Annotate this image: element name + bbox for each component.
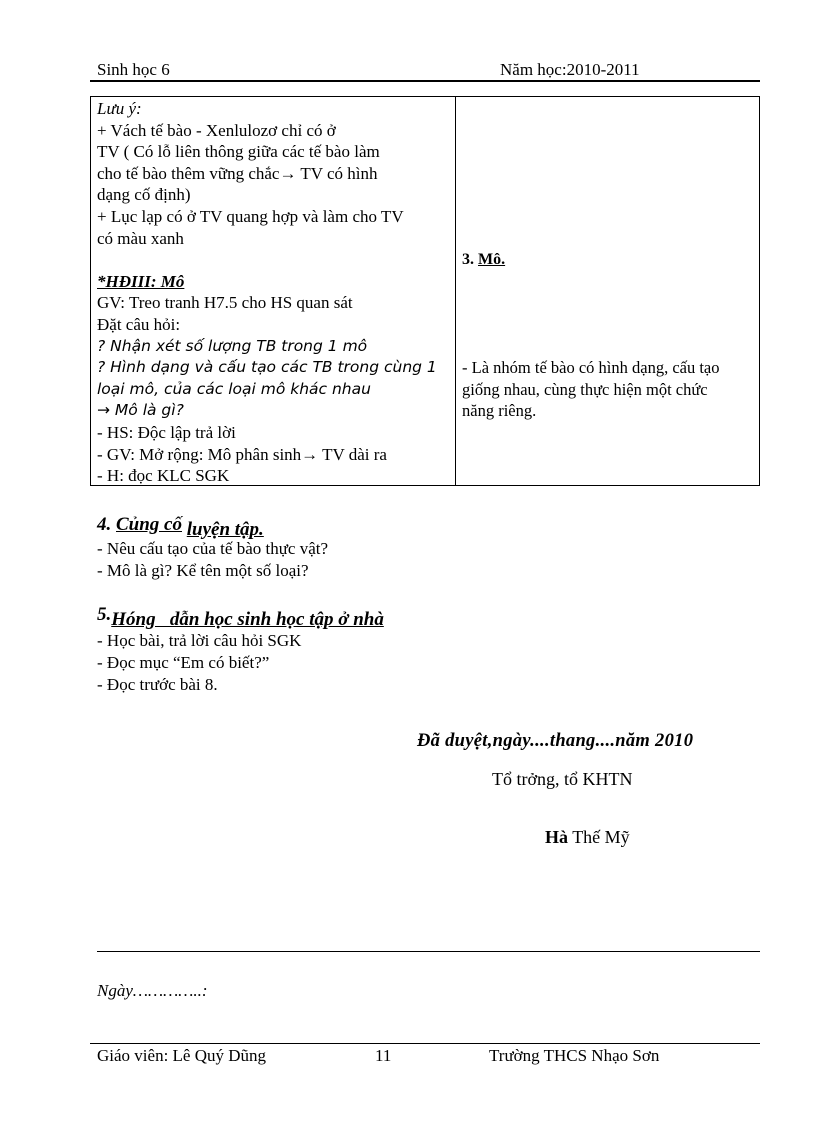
- left-line: TV ( Có lỗ liên thông giữa các tế bào làm: [97, 142, 380, 162]
- approval-line: Đã duyệt,ngày....thang....năm 2010: [417, 731, 694, 751]
- activity-heading: *HĐIII: Mô: [97, 271, 185, 291]
- right-heading-number: 3.: [462, 251, 474, 268]
- table-right-cell: [462, 357, 720, 422]
- left-line: + Lục lạp có ở TV quang hợp và làm cho TV: [97, 206, 404, 226]
- footer-rule: [90, 1043, 760, 1044]
- approval-role: Tổ trởng, tổ KHTN: [492, 769, 633, 789]
- left-line: Đặt câu hỏi:: [97, 314, 181, 334]
- list-item: - Đọc trước bài 8.: [97, 675, 218, 694]
- question-line: ? Hình dạng và cấu tạo các TB trong cùng 1: [97, 358, 437, 377]
- right-line: - Là nhóm tế bào có hình dạng, cấu tạo: [462, 358, 720, 377]
- question-line: ? Nhận xét số lượng TB trong 1 mô: [97, 336, 368, 355]
- left-line: - HS: Độc lập trả lời: [97, 422, 236, 442]
- section5-number: 5.: [97, 604, 112, 625]
- list-item: - Học bài, trả lời câu hỏi SGK: [97, 631, 302, 650]
- left-line: GV: Treo tranh H7.5 cho HS quan sát: [97, 293, 353, 313]
- footer-page-number: 11: [375, 1046, 392, 1065]
- footer-teacher: Giáo viên: Lê Quý Dũng: [97, 1046, 267, 1065]
- approval-name-rest: Thế Mỹ: [568, 827, 630, 847]
- right-line: giống nhau, cùng thực hiện một chức: [462, 379, 708, 399]
- approval-name: [545, 827, 630, 848]
- header-school-year: Năm học:2010-2011: [500, 60, 640, 79]
- section5-heading: [97, 606, 384, 628]
- left-line: cho tế bào thêm vững chắc→ TV có hình: [97, 163, 378, 183]
- right-heading: [462, 249, 505, 271]
- left-line: + Vách tế bào - Xenlulozơ chỉ có ở: [97, 120, 336, 140]
- table-column-divider: [455, 96, 456, 486]
- left-line: Lưu ý:: [97, 99, 142, 118]
- approval-name-bold: Hà: [545, 827, 569, 847]
- question-line: loại mô, của các loại mô khác nhau: [97, 379, 371, 398]
- right-line: năng riêng.: [462, 401, 537, 421]
- section4-title-a: Củng cố: [116, 514, 182, 535]
- section4-list: [97, 538, 328, 582]
- section5-list: [97, 630, 301, 696]
- list-item: - Nêu cấu tạo của tế bào thực vật?: [97, 539, 329, 558]
- section4-title-b: luyện tập.: [186, 519, 264, 540]
- separator-rule: [97, 951, 760, 952]
- header-subject: Sinh học 6: [97, 60, 170, 79]
- list-item: - Đọc mục “Em có biết?”: [97, 653, 270, 672]
- date-line: Ngày…………..:: [97, 981, 208, 1000]
- list-item: - Mô là gì? Kể tên một số loại?: [97, 561, 309, 580]
- question-line: → Mô là gì?: [97, 401, 184, 420]
- left-blank-line: [97, 249, 437, 271]
- left-line: - H: đọc KLC SGK: [97, 466, 230, 486]
- right-heading-text: Mô.: [478, 251, 506, 268]
- left-line: dạng cố định): [97, 185, 191, 205]
- section4-heading: [97, 514, 264, 540]
- section4-number: 4.: [97, 514, 112, 535]
- header-rule: [90, 80, 760, 82]
- table-left-cell: [97, 98, 437, 487]
- footer-school: Trường THCS Nhạo Sơn: [489, 1046, 660, 1065]
- left-line: - GV: Mở rộng: Mô phân sinh→ TV dài ra: [97, 444, 387, 464]
- section5-title: Hóng dẫn học sinh học tập ở nhà: [111, 609, 384, 630]
- left-line: có màu xanh: [97, 228, 184, 248]
